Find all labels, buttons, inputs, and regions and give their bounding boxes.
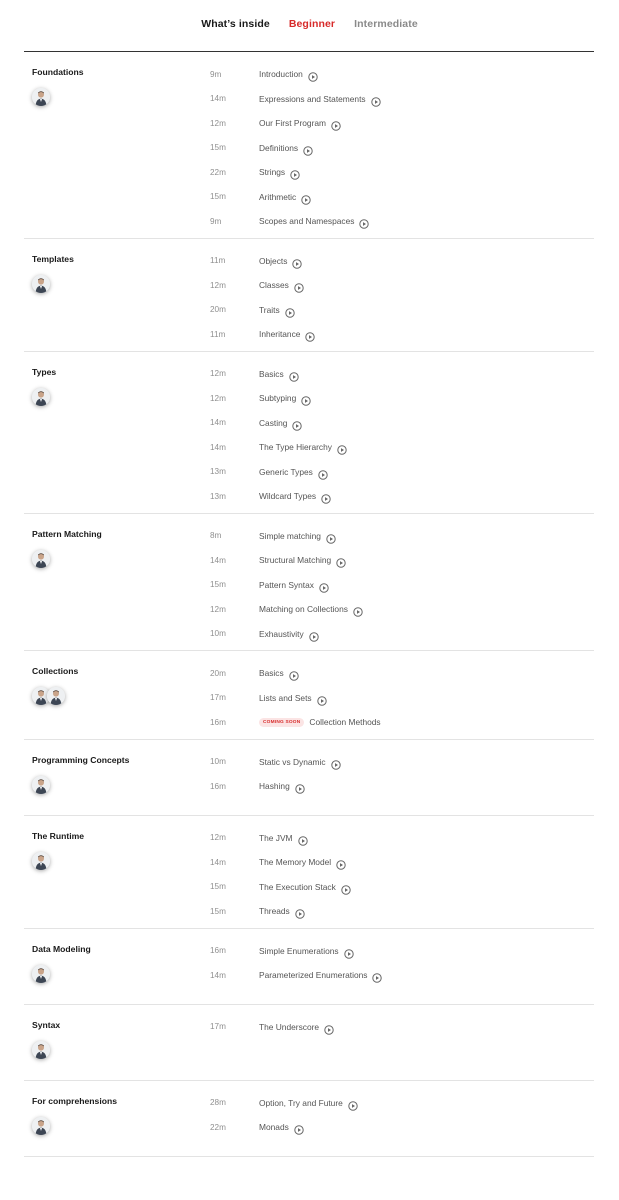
play-icon[interactable] [295, 906, 305, 916]
lesson-body [259, 143, 313, 153]
lesson-title[interactable]: The Execution Stack [259, 881, 336, 892]
lesson-row[interactable] [24, 661, 594, 686]
lesson-body [259, 970, 382, 980]
lesson-title[interactable]: Threads [259, 906, 290, 917]
play-icon[interactable] [301, 393, 311, 403]
lesson-body [259, 833, 308, 843]
course-section [24, 740, 594, 816]
lesson-row[interactable] [24, 622, 594, 647]
lesson-body [259, 580, 329, 590]
lesson-list [24, 929, 594, 1004]
lesson-body [259, 1022, 334, 1032]
play-icon[interactable] [348, 1098, 358, 1108]
lesson-row[interactable] [24, 1015, 594, 1040]
lesson-row[interactable] [24, 524, 594, 549]
play-icon[interactable] [294, 1122, 304, 1132]
play-icon[interactable] [318, 467, 328, 477]
lesson-body [259, 305, 295, 315]
lesson-body [259, 693, 327, 703]
lesson-title[interactable]: Generic Types [259, 466, 313, 477]
lesson-body [259, 491, 331, 501]
lesson-body [259, 604, 363, 614]
lesson-row[interactable] [24, 850, 594, 875]
play-icon[interactable] [372, 970, 382, 980]
lesson-title[interactable]: Expressions and Statements [259, 93, 366, 104]
lesson-body [259, 467, 328, 477]
lesson-duration: 14m [210, 442, 226, 452]
play-icon[interactable] [292, 418, 302, 428]
lesson-title[interactable]: Basics [259, 668, 284, 679]
lesson-row[interactable] [24, 411, 594, 436]
lesson-row[interactable] [24, 435, 594, 460]
lesson-duration: 20m [210, 668, 226, 678]
lesson-row[interactable] [24, 322, 594, 347]
lesson-duration: 14m [210, 418, 226, 428]
lesson-row[interactable] [24, 273, 594, 298]
lesson-duration: 15m [210, 143, 226, 153]
lesson-row[interactable] [24, 939, 594, 964]
lesson-title[interactable]: Wildcard Types [259, 491, 317, 502]
play-icon[interactable] [331, 118, 341, 128]
play-icon[interactable] [319, 580, 329, 590]
lesson-body [259, 757, 341, 767]
lesson-body [259, 857, 346, 867]
play-icon[interactable] [326, 531, 336, 541]
lesson-duration: 12m [210, 118, 226, 128]
lesson-row[interactable] [24, 298, 594, 323]
lesson-title[interactable]: Collection Methods [309, 717, 381, 728]
lesson-title[interactable]: Casting [259, 417, 288, 428]
lesson-body [259, 781, 305, 791]
lesson-duration: 14m [210, 94, 226, 104]
section-title: Templates [32, 253, 74, 264]
play-icon[interactable] [294, 280, 304, 290]
lesson-duration: 9m [210, 69, 222, 79]
lesson-title[interactable]: Hashing [259, 781, 290, 792]
lesson-list [24, 740, 594, 815]
section-title: Foundations [32, 67, 84, 77]
lesson-duration: 12m [210, 280, 226, 290]
course-section [24, 239, 594, 352]
lesson-body [259, 418, 302, 428]
lesson-row[interactable] [24, 573, 594, 598]
lesson-row[interactable] [24, 136, 594, 161]
play-icon[interactable] [353, 604, 363, 614]
tab-whats-inside[interactable]: What’s inside [201, 18, 270, 30]
lesson-title[interactable]: Arithmetic [259, 191, 297, 202]
play-icon[interactable] [344, 946, 354, 956]
lesson-title[interactable]: The Memory Model [259, 857, 332, 868]
lesson-duration: 22m [210, 167, 226, 177]
lesson-row[interactable] [24, 160, 594, 185]
lesson-title[interactable]: The Underscore [259, 1021, 320, 1032]
lesson-body [259, 329, 315, 339]
lesson-duration: 14m [210, 857, 226, 867]
lesson-row[interactable] [24, 249, 594, 274]
lesson-title[interactable]: Strings [259, 167, 286, 178]
lesson-title[interactable]: Static vs Dynamic [259, 756, 326, 767]
lesson-list [24, 651, 594, 739]
lesson-body [259, 256, 302, 266]
lesson-body [259, 94, 381, 104]
lesson-body [259, 192, 311, 202]
lesson-list [24, 352, 594, 513]
lesson-duration: 11m [210, 256, 226, 266]
lesson-duration: 12m [210, 369, 226, 379]
lesson-title[interactable]: Lists and Sets [259, 692, 312, 703]
lesson-body [259, 369, 299, 379]
lesson-title[interactable]: The Type Hierarchy [259, 442, 332, 453]
lesson-duration: 10m [210, 757, 226, 767]
lesson-title[interactable]: Definitions [259, 142, 299, 153]
play-icon[interactable] [301, 192, 311, 202]
lesson-body [259, 531, 336, 541]
lesson-body [259, 280, 304, 290]
play-icon[interactable] [336, 555, 346, 565]
lesson-duration: 10m [210, 629, 226, 639]
lesson-row[interactable] [24, 362, 594, 387]
play-icon[interactable] [292, 256, 302, 266]
lesson-duration: 9m [210, 216, 222, 226]
course-section [24, 1005, 594, 1081]
lesson-duration: 28m [210, 1098, 226, 1108]
lesson-row[interactable] [24, 185, 594, 210]
play-icon[interactable] [324, 1022, 334, 1032]
course-section [24, 1081, 594, 1157]
lesson-title[interactable]: Our First Program [259, 118, 327, 129]
lesson-title[interactable]: Structural Matching [259, 555, 332, 566]
lesson-title[interactable]: Subtyping [259, 393, 297, 404]
lesson-duration: 12m [210, 604, 226, 614]
lesson-duration: 15m [210, 882, 226, 892]
lesson-list [24, 1081, 594, 1156]
lesson-row[interactable] [24, 62, 594, 87]
lesson-title[interactable]: Parameterized Enumerations [259, 970, 368, 981]
curriculum-list [24, 52, 594, 1157]
lesson-row[interactable] [24, 750, 594, 775]
course-section [24, 929, 594, 1005]
lesson-list [24, 1005, 594, 1080]
play-icon[interactable] [371, 94, 381, 104]
lesson-row[interactable] [24, 826, 594, 851]
lesson-row[interactable] [24, 899, 594, 924]
lesson-duration: 16m [210, 946, 226, 956]
lesson-duration: 17m [210, 693, 226, 703]
play-icon[interactable] [298, 833, 308, 843]
lesson-body [259, 393, 311, 403]
course-section [24, 52, 594, 239]
lesson-row[interactable] [24, 875, 594, 900]
lesson-row[interactable] [24, 111, 594, 136]
lesson-duration: 16m [210, 717, 226, 727]
lesson-row[interactable] [24, 386, 594, 411]
play-icon[interactable] [337, 442, 347, 452]
lesson-body [259, 69, 318, 79]
play-icon[interactable] [295, 781, 305, 791]
section-title: Syntax [32, 1019, 61, 1030]
lesson-row[interactable] [24, 710, 594, 735]
section-title: Collections [32, 666, 79, 676]
lesson-row[interactable] [24, 460, 594, 485]
section-title: Data Modeling [32, 943, 91, 954]
lesson-title[interactable]: Pattern Syntax [259, 579, 314, 590]
tab-beginner[interactable]: Beginner [288, 18, 336, 30]
lesson-title[interactable]: Scopes and Namespaces [259, 216, 355, 227]
lesson-body [259, 882, 351, 892]
lesson-body [259, 717, 381, 727]
course-section [24, 816, 594, 929]
play-icon[interactable] [289, 369, 299, 379]
lesson-row[interactable] [24, 1115, 594, 1140]
lesson-title[interactable]: Traits [259, 304, 280, 315]
lesson-duration: 14m [210, 970, 226, 980]
play-icon[interactable] [309, 629, 319, 639]
play-icon[interactable] [317, 693, 327, 703]
lesson-row[interactable] [24, 484, 594, 509]
lesson-duration: 13m [210, 467, 226, 477]
course-section [24, 651, 594, 740]
play-icon[interactable] [289, 668, 299, 678]
lesson-duration: 11m [210, 329, 226, 339]
lesson-duration: 12m [210, 833, 226, 843]
lesson-duration: 17m [210, 1022, 226, 1032]
lesson-duration: 22m [210, 1122, 226, 1132]
level-tabs [0, 18, 619, 30]
lesson-body [259, 946, 354, 956]
lesson-title[interactable]: Monads [259, 1122, 289, 1133]
lesson-duration: 15m [210, 580, 226, 590]
lesson-body [259, 555, 346, 565]
lesson-body [259, 167, 300, 177]
lesson-duration: 13m [210, 491, 226, 501]
play-icon[interactable] [285, 305, 295, 315]
lesson-title[interactable]: Introduction [259, 69, 303, 80]
section-title: Types [32, 366, 57, 377]
play-icon[interactable] [305, 329, 315, 339]
lesson-body [259, 216, 369, 226]
play-icon[interactable] [336, 857, 346, 867]
lesson-body [259, 906, 305, 916]
section-title: For comprehensions [32, 1095, 117, 1106]
lesson-row[interactable] [24, 1091, 594, 1116]
lesson-duration: 15m [210, 192, 226, 202]
lesson-body [259, 442, 347, 452]
section-authors [32, 1041, 47, 1059]
lesson-body [259, 668, 299, 678]
lesson-title[interactable]: Exhaustivity [259, 628, 304, 639]
course-section [24, 514, 594, 652]
lesson-row[interactable] [24, 963, 594, 988]
lesson-title[interactable]: Basics [259, 368, 284, 379]
section-title: The Runtime [32, 830, 85, 841]
play-icon[interactable] [331, 757, 341, 767]
lesson-list [24, 816, 594, 928]
lesson-row[interactable] [24, 87, 594, 112]
lesson-duration: 15m [210, 906, 226, 916]
lesson-body [259, 118, 341, 128]
lesson-body [259, 629, 319, 639]
lesson-title[interactable]: Simple Enumerations [259, 945, 339, 956]
lesson-title[interactable]: Inheritance [259, 329, 301, 340]
play-icon[interactable] [303, 143, 313, 153]
coming-soon-badge: COMING SOON [259, 718, 304, 727]
lesson-body [259, 1098, 358, 1108]
lesson-list [24, 239, 594, 351]
lesson-row[interactable] [24, 209, 594, 234]
lesson-title[interactable]: Option, Try and Future [259, 1097, 343, 1108]
lesson-list [24, 514, 594, 651]
lesson-duration: 14m [210, 555, 226, 565]
lesson-list [24, 52, 594, 238]
lesson-title[interactable]: Objects [259, 255, 288, 266]
play-icon[interactable] [290, 167, 300, 177]
play-icon[interactable] [341, 882, 351, 892]
lesson-row[interactable] [24, 597, 594, 622]
lesson-row[interactable] [24, 774, 594, 799]
lesson-duration: 12m [210, 393, 226, 403]
lesson-body [259, 1122, 304, 1132]
author-avatar[interactable] [32, 1041, 50, 1059]
lesson-row[interactable] [24, 686, 594, 711]
tab-intermediate[interactable]: Intermediate [354, 18, 418, 30]
course-section [24, 352, 594, 514]
lesson-row[interactable] [24, 548, 594, 573]
play-icon[interactable] [359, 216, 369, 226]
lesson-title[interactable]: Classes [259, 280, 289, 291]
play-icon[interactable] [308, 69, 318, 79]
lesson-title[interactable]: The JVM [259, 832, 293, 843]
section-title: Pattern Matching [32, 528, 102, 539]
lesson-duration: 16m [210, 781, 226, 791]
play-icon[interactable] [321, 491, 331, 501]
lesson-duration: 8m [210, 531, 222, 541]
lesson-duration: 20m [210, 305, 226, 315]
section-title: Programming Concepts [32, 754, 130, 765]
lesson-title[interactable]: Matching on Collections [259, 604, 348, 615]
lesson-title[interactable]: Simple matching [259, 530, 321, 541]
